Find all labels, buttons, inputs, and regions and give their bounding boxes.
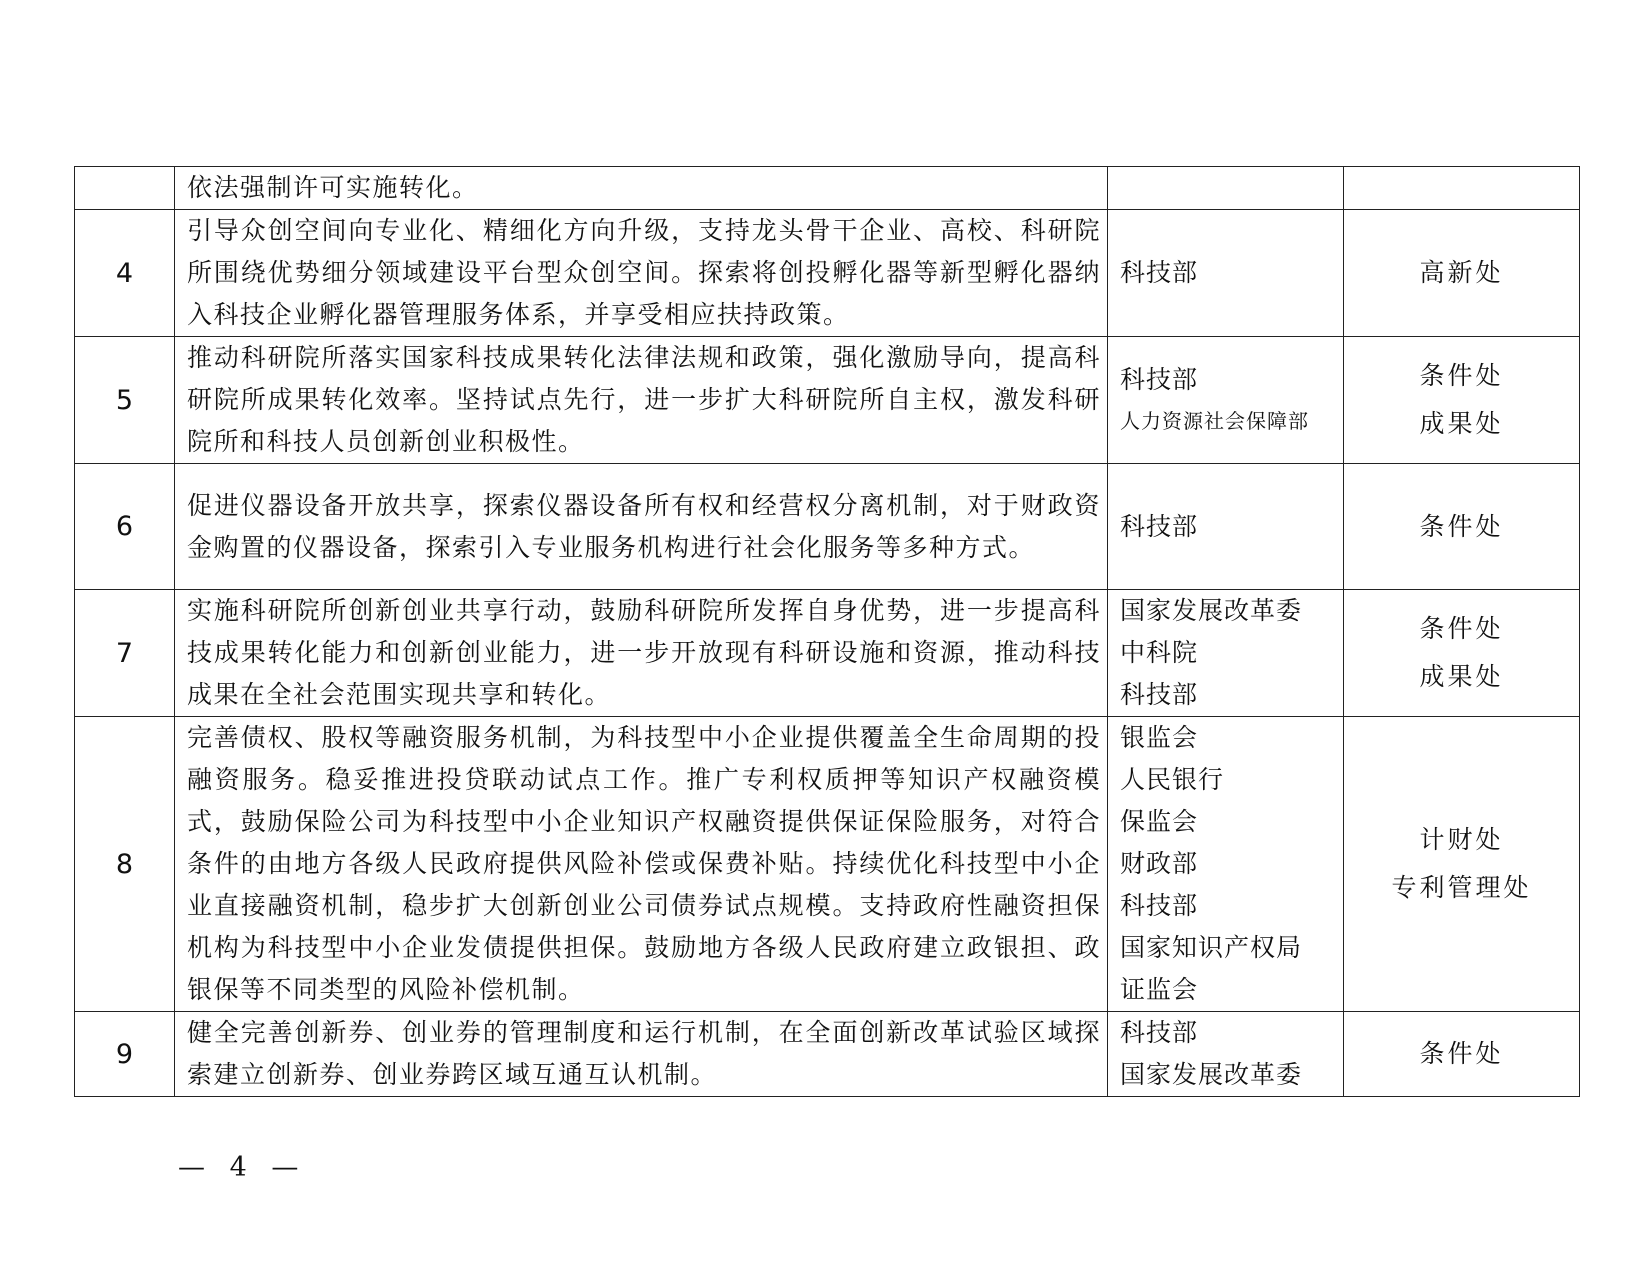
department-name: 国家知识产权局: [1120, 933, 1303, 962]
department-name: 科技部: [1120, 511, 1199, 541]
department-name: 科技部: [1120, 1018, 1199, 1047]
department-name: 中科院: [1120, 638, 1199, 667]
task-description: [175, 464, 1108, 590]
responsible-units: [1344, 1012, 1580, 1097]
department-name: 科技部: [1120, 365, 1199, 394]
responsible-departments: [1108, 717, 1344, 1012]
row-number: 8: [75, 717, 175, 1012]
department-name: 科技部: [1120, 680, 1199, 709]
table-row: [75, 167, 1580, 210]
department-name: 国家发展改革委: [1120, 1060, 1303, 1089]
department-name: 证监会: [1120, 975, 1199, 1004]
responsible-units: [1344, 167, 1580, 210]
department-name: 银监会: [1120, 723, 1199, 752]
responsible-departments: [1108, 590, 1344, 717]
row-number: 9: [75, 1012, 175, 1097]
department-name: 人民银行: [1120, 765, 1225, 794]
responsible-units: [1344, 337, 1580, 464]
responsible-departments: [1108, 210, 1344, 337]
unit-name: 条件处: [1419, 614, 1504, 643]
department-name: 人力资源社会保障部: [1120, 409, 1309, 433]
department-name: 国家发展改革委: [1120, 596, 1303, 625]
task-text: 健全完善创新券、创业券的管理制度和运行机制，在全面创新改革试验区域探索建立创新券、创业券跨区域互通互认机制。: [187, 1018, 1101, 1089]
table-row: [75, 464, 1580, 590]
responsible-units: [1344, 717, 1580, 1012]
unit-name: 专利管理处: [1391, 873, 1532, 902]
table-row: [75, 1012, 1580, 1097]
responsible-units: [1344, 210, 1580, 337]
task-description: [175, 167, 1108, 210]
unit-name: 高新处: [1419, 258, 1504, 287]
row-number: [75, 167, 175, 210]
row-number: 7: [75, 590, 175, 717]
department-name: 科技部: [1120, 258, 1199, 287]
table-row: [75, 210, 1580, 337]
task-description: [175, 1012, 1108, 1097]
responsible-departments: [1108, 464, 1344, 590]
table-row: [75, 337, 1580, 464]
task-text: 实施科研院所创新创业共享行动，鼓励科研院所发挥自身优势，进一步提高科技成果转化能力和创新创业能力，进一步开放现有科研设施和资源，推动科技成果在全社会范围实现共享和转化。: [187, 596, 1101, 709]
task-description: [175, 337, 1108, 464]
table-row: [75, 590, 1580, 717]
task-description: [175, 210, 1108, 337]
unit-name: 条件处: [1419, 511, 1504, 541]
unit-name: 计财处: [1419, 825, 1504, 854]
task-description: [175, 590, 1108, 717]
task-text: 推动科研院所落实国家科技成果转化法律法规和政策，强化激励导向，提高科研院所成果转化效率。坚持试点先行，进一步扩大科研院所自主权，激发科研院所和科技人员创新创业积极性。: [187, 343, 1101, 456]
department-name: 财政部: [1120, 849, 1199, 878]
unit-name: 条件处: [1419, 361, 1504, 390]
row-number: 5: [75, 337, 175, 464]
department-name: 科技部: [1120, 891, 1199, 920]
task-text: 完善债权、股权等融资服务机制，为科技型中小企业提供覆盖全生命周期的投融资服务。稳妥推进投贷联动试点工作。推广专利权质押等知识产权融资模式，鼓励保险公司为科技型中小企业知识产权融资提供保证保险服务，对符合条件的由地方各级人民政府提供风险补偿或保费补贴。持续优化科技型中小企业直接融资机制，稳步扩大创新创业公司债券试点规模。支持政府性融资担保机构为科技型中小企业发债提供担保。鼓励地方各级人民政府建立政银担、政银保等不同类型的风险补偿机制。: [187, 723, 1101, 1004]
responsible-departments: [1108, 1012, 1344, 1097]
department-name: 保监会: [1120, 807, 1199, 836]
responsible-units: [1344, 464, 1580, 590]
row-number: 6: [75, 464, 175, 590]
task-text: 引导众创空间向专业化、精细化方向升级，支持龙头骨干企业、高校、科研院所围绕优势细分领域建设平台型众创空间。探索将创投孵化器等新型孵化器纳入科技企业孵化器管理服务体系，并享受相应扶持政策。: [187, 216, 1101, 329]
page-number: — 4 —: [178, 1152, 307, 1183]
responsible-departments: [1108, 337, 1344, 464]
table-row: [75, 717, 1580, 1012]
responsible-units: [1344, 590, 1580, 717]
task-text: 依法强制许可实施转化。: [187, 173, 479, 202]
task-text: 促进仪器设备开放共享，探索仪器设备所有权和经营权分离机制，对于财政资金购置的仪器设备，探索引入专业服务机构进行社会化服务等多种方式。: [187, 490, 1101, 562]
unit-name: 条件处: [1419, 1039, 1504, 1068]
unit-name: 成果处: [1419, 662, 1504, 691]
row-number: 4: [75, 210, 175, 337]
unit-name: 成果处: [1419, 409, 1504, 438]
responsible-departments: [1108, 167, 1344, 210]
task-description: [175, 717, 1108, 1012]
task-table: [74, 166, 1580, 1097]
